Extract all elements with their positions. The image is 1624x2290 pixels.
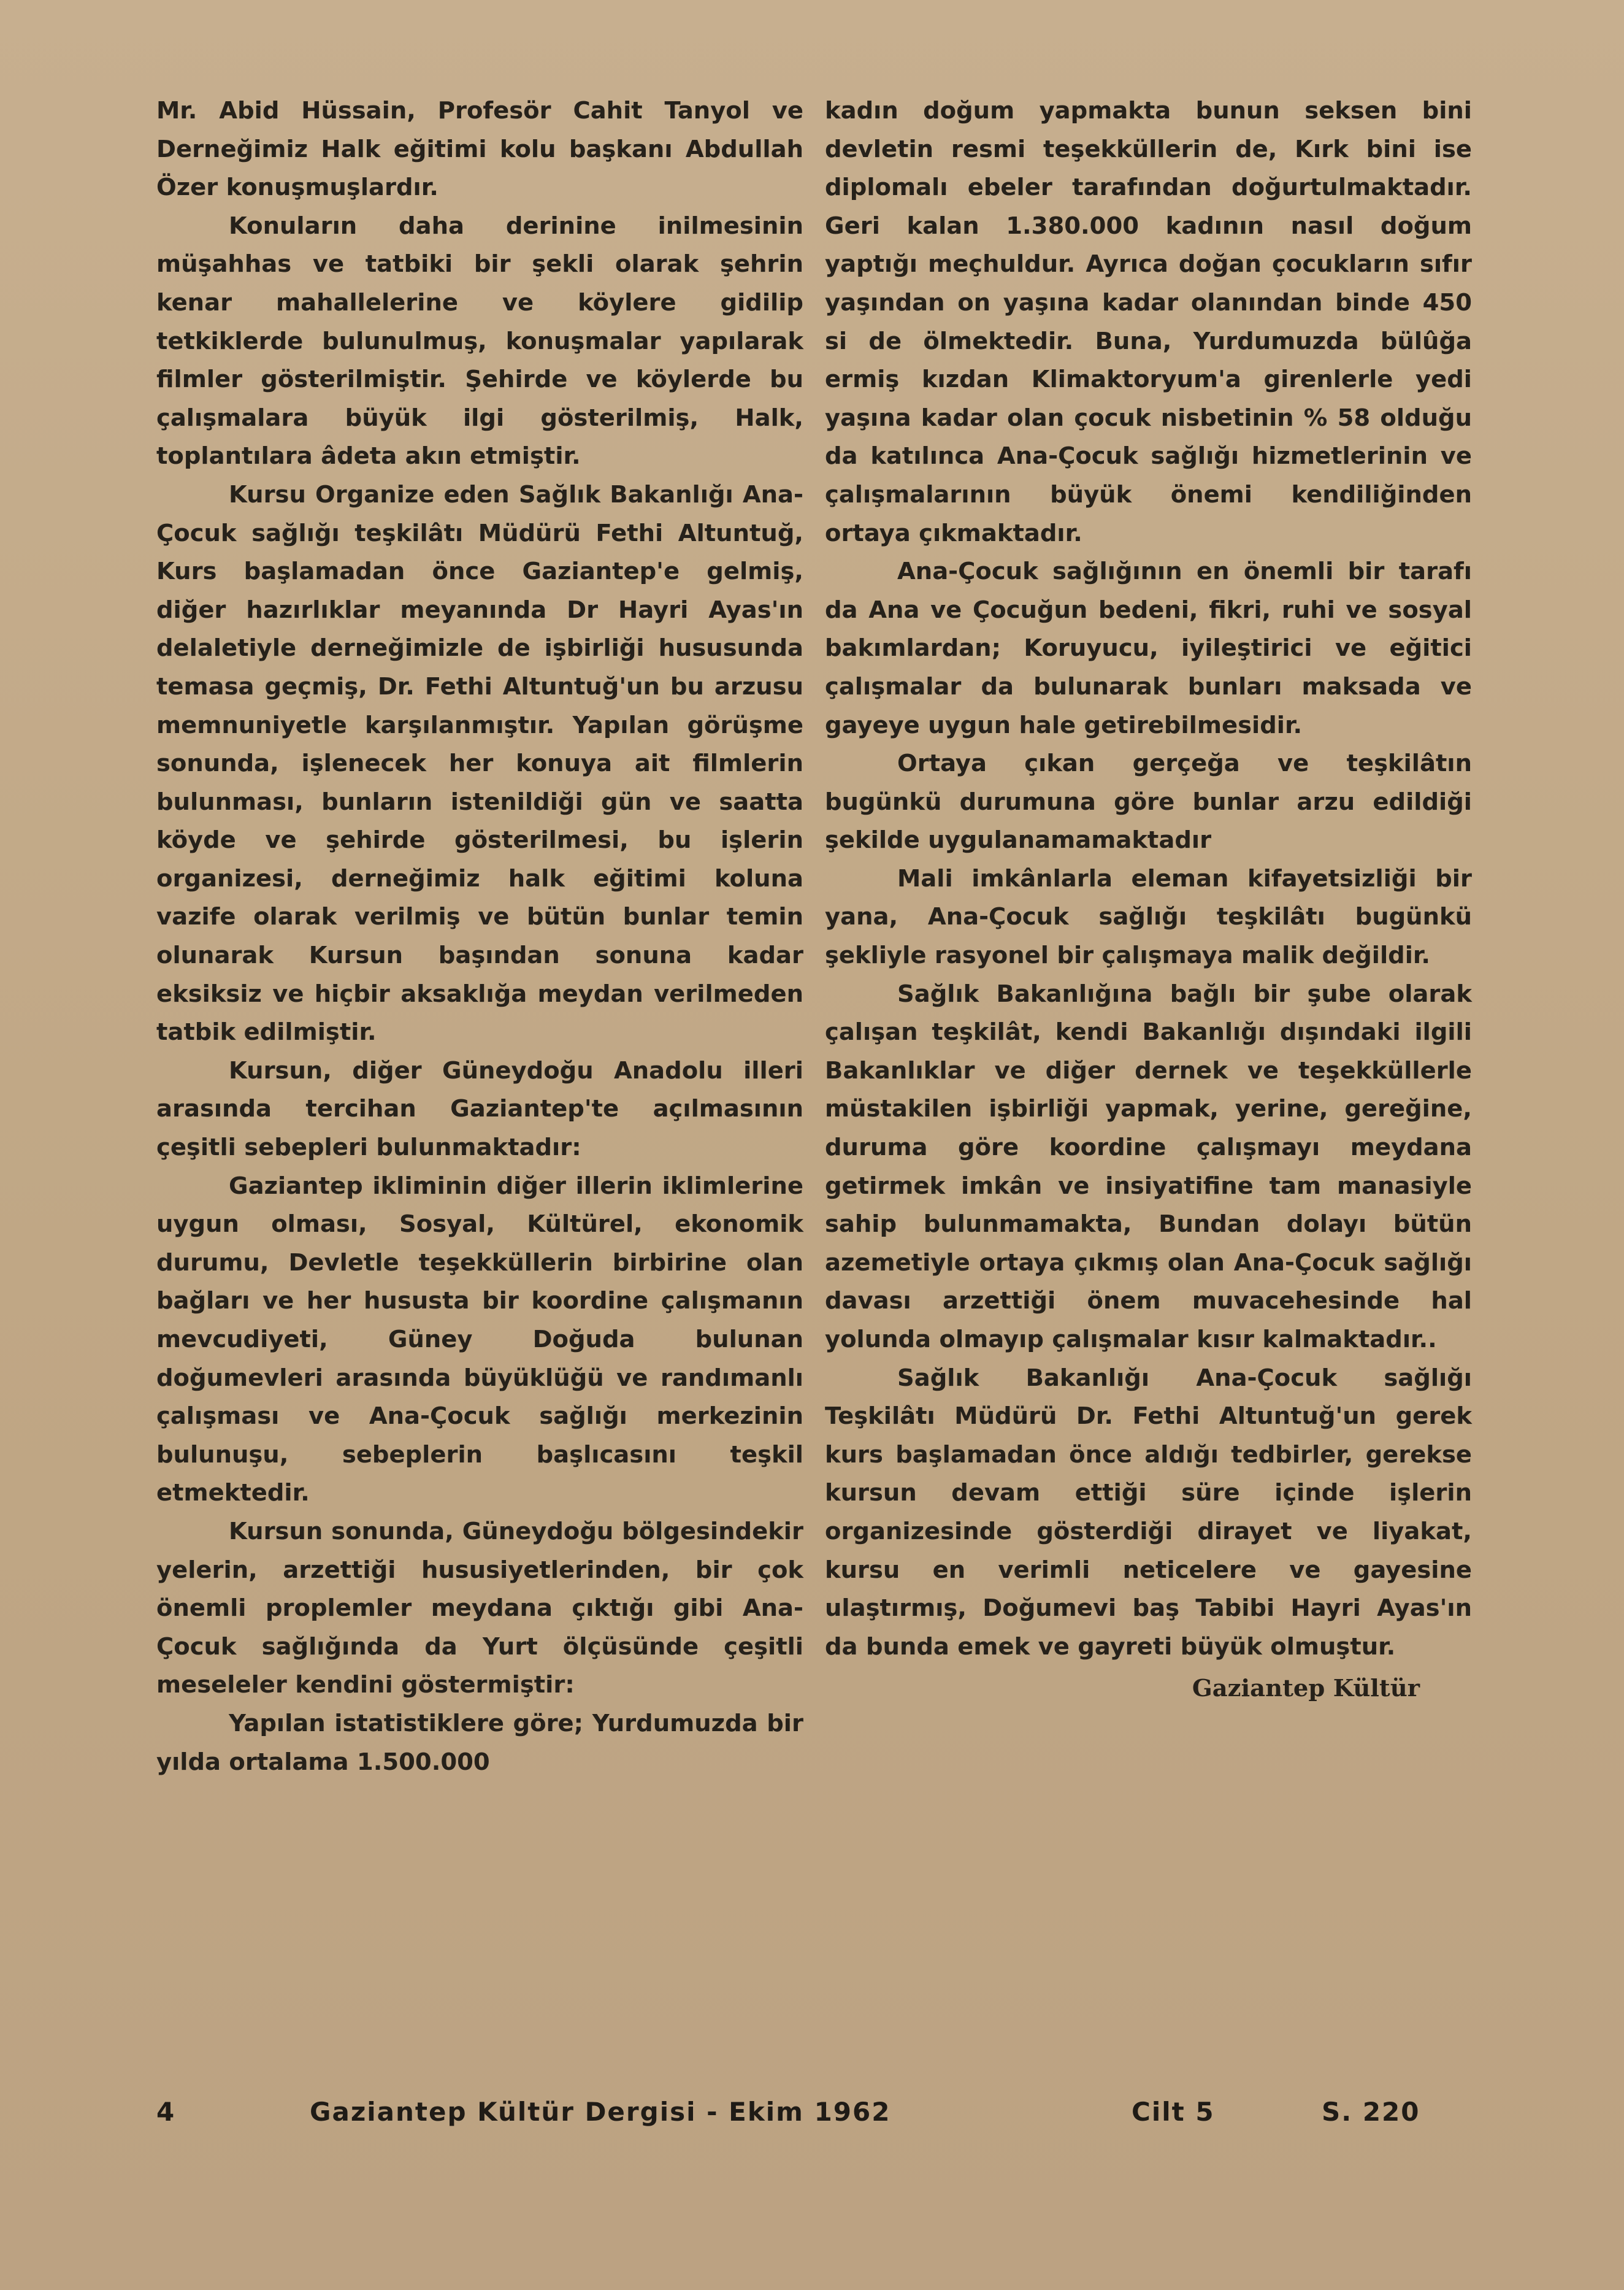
page-footer <box>0 2097 1624 2140</box>
paragraph: Mali imkânlarla eleman kifayetsizliği bir yana, Ana-Çocuk sağlığı teşkilâtı bugünkü şekliyle rasyonel bir çalışmaya malik değildir. <box>825 864 1472 970</box>
paragraph: Kursun, diğer Güneydoğu Anadolu illeri arasında tercihan Gaziantep'te açılmasının çeşitli sebepleri bulunmaktadır: <box>156 1056 803 1162</box>
paragraph: Gaziantep ikliminin diğer illerin iklimlerine uygun olması, Sosyal, Kültürel, ekonomik durumu, Devletle teşekküllerin birbirine olan bağları ve her hususta bir koordine çalışmanın mevcudiyeti, Güney Doğuda bulunan doğumevleri arasında büyüklüğü ve randımanlı çalışması ve Ana-Çocuk sağlığı merkezinin bulunuşu, sebeplerin başlıcasını teşkil etmektedir. <box>156 1172 803 1507</box>
paragraph: Ana-Çocuk sağlığının en önemli bir tarafı da Ana ve Çocuğun bedeni, fikri, ruhi ve sosyal bakımlardan; Koruyucu, iyileştirici ve eğitici çalışmalar da bulunarak bunları maksada ve gayeye uygun hale getirebilmesidir. <box>825 558 1472 739</box>
paragraph: Yapılan istatistiklere göre; Yurdumuzda bir yılda ortalama 1.500.000 <box>156 1709 803 1776</box>
paragraph: Kursu Organize eden Sağlık Bakanlığı Ana-Çocuk sağlığı teşkilâtı Müdürü Fethi Altuntuğ, Kurs başlamadan önce Gaziantep'e gelmiş, diğer hazırlıklar meyanında Dr Hayri Ayas'ın delaletiyle derneğimizle de işbirliği hususunda temasa geçmiş, Dr. Fethi Altuntuğ'un bu arzusu memnuniyetle karşılanmıştır. Yapılan görüşme sonunda, işlenecek her konuya ait filmlerin bulunması, bunların istenildiği gün ve saatta köyde ve şehirde gösterilmesi, bu işlerin organizesi, derneğimiz halk eğitimi koluna vazife olarak verilmiş ve bütün bunlar temin olunarak Kursun başından sonuna kadar eksiksiz ve hiçbir aksaklığa meydan verilmeden tatbik edilmiştir. <box>156 480 803 1047</box>
paragraph: Mr. Abid Hüssain, Profesör Cahit Tanyol ve Derneğimiz Halk eğitimi kolu başkanı Abdullah Özer konuşmuşlardır. <box>156 97 803 202</box>
volume-label: Cilt 5 <box>1132 2097 1215 2127</box>
paragraph: Sağlık Bakanlığı Ana-Çocuk sağlığı Teşkilâtı Müdürü Dr. Fethi Altuntuğ'un gerek kurs başlamadan önce aldığı tedbirler, gerekse kursun devam ettiği süre içinde işlerin organizesinde gösterdiği dirayet ve liyakat, kursu en verimli neticelere ve gayesine ulaştırmış, Doğumevi baş Tabibi Hayri Ayas'ın da bunda emek ve gayreti büyük olmuştur. <box>825 1364 1472 1661</box>
issue-number: S. 220 <box>1322 2097 1420 2127</box>
page-number: 4 <box>156 2097 176 2127</box>
author-signature: Gaziantep Kültür <box>1192 1675 1420 1703</box>
right-column <box>825 92 1472 1708</box>
paragraph: kadın doğum yapmakta bunun seksen bini devletin resmi teşekküllerin de, Kırk bini ise diplomalı ebeler tarafından doğurtulmaktadır. Geri kalan 1.380.000 kadının nasıl doğum yaptığı meçhuldur. Ayrıca doğan çocukların sıfır yaşından on yaşına kadar olanından binde 450 si de ölmektedir. Buna, Yurdumuzda bülûğa ermiş kızdan Klimaktoryum'a girenlerle yedi yaşına kadar olan çocuk nisbetinin % 58 olduğu da katılınca Ana-Çocuk sağlığı hizmetlerinin ve çalışmalarının büyük önemi kendiliğinden ortaya çıkmaktadır. <box>825 97 1472 547</box>
paragraph: Sağlık Bakanlığına bağlı bir şube olarak çalışan teşkilât, kendi Bakanlığı dışındaki ilgili Bakanlıklar ve diğer dernek ve teşekküllerle müstakilen işbirliği yapmak, yerine, gereğine, duruma göre koordine çalışmayı meydana getirmek imkân ve insiyatifine tam manasiyle sahip bulunmamakta, Bundan dolayı bütün azemetiyle ortaya çıkmış olan Ana-Çocuk sağlığı davası arzettiği önem muvacehesinde hal yolunda olmayıp çalışmalar kısır kalmaktadır.. <box>825 980 1472 1353</box>
paragraph: Kursun sonunda, Güneydoğu bölgesindekir yelerin, arzettiği hususiyetlerinden, bir çok önemli proplemler meydana çıktığı gibi Ana-Çocuk sağlığında da Yurt ölçüsünde çeşitli meseleler kendini göstermiştir: <box>156 1517 803 1699</box>
journal-title: Gaziantep Kültür Dergisi - Ekim 1962 <box>310 2097 891 2127</box>
left-column <box>156 92 803 1781</box>
paragraph: Ortaya çıkan gerçeğa ve teşkilâtın bugünkü durumuna göre bunlar arzu edildiği şekilde uygulanamamaktadır <box>825 750 1472 855</box>
paragraph: Konuların daha derinine inilmesinin müşahhas ve tatbiki bir şekli olarak şehrin kenar mahallelerine ve köylere gidilip tetkiklerde bulunulmuş, konuşmalar yapılarak filmler gösterilmiştir. Şehirde ve köylerde bu çalışmalara büyük ilgi gösterilmiş, Halk, toplantılara âdeta akın etmiştir. <box>156 212 803 471</box>
